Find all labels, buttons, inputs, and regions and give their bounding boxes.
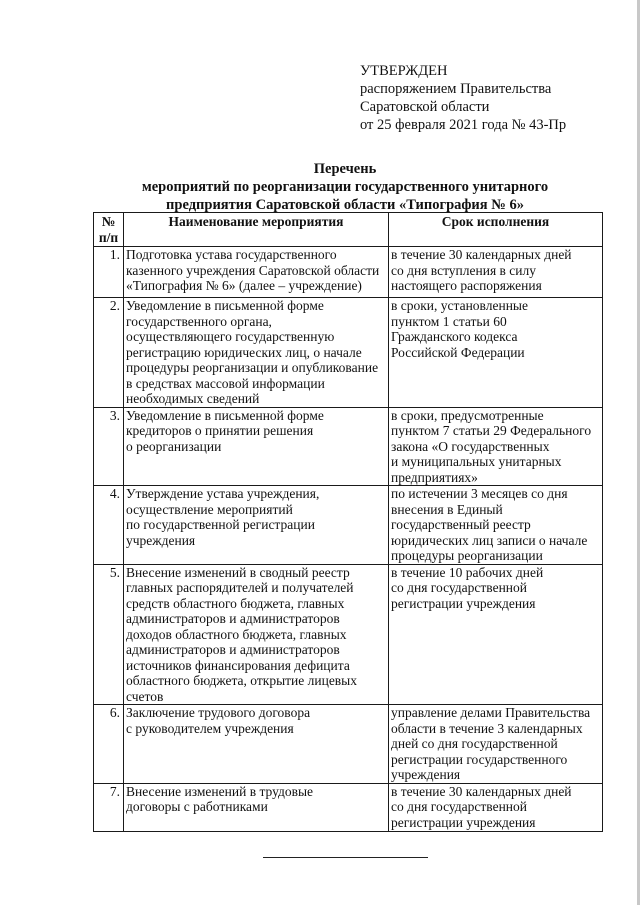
header-name: Наименование мероприятия — [124, 213, 389, 247]
measure-term-line: пунктом 1 статьи 60 — [391, 313, 507, 329]
measure-name-line: регистрацию юридических лиц, о начале — [126, 344, 362, 360]
measure-term-line: юридических лиц записи о начале — [391, 532, 588, 548]
measure-name-line: договоры с работниками — [126, 799, 268, 814]
approval-line: распоряжением Правительства — [360, 81, 552, 97]
measure-name-line: счетов — [126, 688, 164, 704]
measure-name-line: Заключение трудового договора — [126, 705, 311, 720]
measure-name-line: «Типография № 6» (далее – учреждение) — [126, 278, 362, 293]
measure-name-line: необходимых сведений — [126, 391, 260, 406]
measure-term-line: в течение 30 календарных дней — [391, 783, 572, 799]
approval-line: Саратовской области — [360, 99, 490, 115]
measure-name-line: кредиторов о принятии решения — [126, 423, 314, 438]
measure-term-line: регистрации учреждения — [391, 814, 536, 830]
measure-term — [389, 564, 603, 705]
measure-name — [124, 407, 389, 486]
measure-name-line: государственного органа, — [126, 313, 272, 329]
measure-name-line: источников финансирования дефицита — [126, 657, 350, 673]
measure-term-line: предприятиях» — [391, 469, 478, 485]
measure-name-line: казенного учреждения Саратовской области — [126, 262, 380, 278]
measure-term-line: по истечении 3 месяцев со дня — [391, 486, 568, 501]
measure-name-line: администраторов и администраторов — [126, 642, 340, 657]
measure-name-line: Уведомление в письменной форме — [126, 407, 324, 423]
measure-term-line: регистрации учреждения — [391, 595, 536, 611]
table-row — [94, 783, 603, 831]
measure-term-line: закона «О государственных — [391, 438, 550, 454]
measure-term-line: внесения в Единый — [391, 501, 503, 517]
measure-name-line: с руководителем учреждения — [126, 720, 294, 736]
table-row — [94, 298, 603, 408]
measure-term-line: пунктом 7 статьи 29 Федерального — [391, 423, 592, 438]
measure-name — [124, 247, 389, 298]
measure-term-line: со дня государственной — [391, 799, 528, 814]
measure-name-line: Утверждение устава учреждения, — [126, 486, 320, 501]
measure-name — [124, 486, 389, 565]
measure-name-line: процедуры реорганизации и опубликование — [126, 360, 379, 375]
row-number: 4. — [94, 486, 124, 565]
measure-term — [389, 783, 603, 831]
table-row — [94, 486, 603, 565]
measure-name-line: средств областного бюджета, главных — [126, 595, 345, 611]
measure-name — [124, 298, 389, 408]
measure-term-line: в сроки, установленные — [391, 298, 528, 313]
approval-date-number: от 25 февраля 2021 года № 43-Пр — [360, 117, 567, 133]
row-number: 5. — [94, 564, 124, 705]
measure-term-line: со дня государственной — [391, 580, 528, 595]
header-term: Срок исполнения — [389, 213, 603, 247]
measure-name-line: осуществление мероприятий — [126, 501, 293, 517]
measure-name — [124, 783, 389, 831]
row-number: 3. — [94, 407, 124, 486]
measure-term — [389, 486, 603, 565]
measure-term — [389, 298, 603, 408]
measure-term — [389, 705, 603, 784]
measure-name-line: по государственной регистрации — [126, 517, 315, 532]
measures-table — [93, 212, 603, 832]
table-header-row — [94, 213, 603, 247]
table-row — [94, 407, 603, 486]
measure-term-line: процедуры реорганизации — [391, 548, 543, 563]
title-line: Перечень — [313, 161, 377, 177]
measure-name — [124, 705, 389, 784]
measure-name-line: Уведомление в письменной форме — [126, 298, 324, 313]
measure-term-line: управление делами Правительства — [391, 705, 591, 720]
header-num — [94, 213, 124, 247]
approval-stamp — [360, 62, 566, 134]
measure-term-line: в течение 30 календарных дней — [391, 247, 572, 262]
footer-rule — [263, 857, 428, 858]
measure-name-line: осуществляющего государственную — [126, 329, 335, 344]
measure-term-line: в течение 10 рабочих дней — [391, 564, 544, 580]
table-row — [94, 705, 603, 784]
measure-term-line: Российской Федерации — [391, 344, 525, 360]
measure-term-line: Гражданского кодекса — [391, 329, 518, 344]
measure-name — [124, 564, 389, 705]
row-number: 7. — [94, 783, 124, 831]
measure-term-line: со дня вступления в силу — [391, 262, 536, 278]
measure-name-line: Внесение изменений в трудовые — [126, 783, 314, 799]
measure-term-line: в сроки, предусмотренные — [391, 407, 544, 423]
header-num-line: п/п — [98, 229, 119, 245]
measure-name-line: Внесение изменений в сводный реестр — [126, 564, 350, 580]
measure-name-line: в средствах массовой информации — [126, 375, 325, 391]
measure-term-line: учреждения — [391, 767, 461, 782]
row-number: 2. — [94, 298, 124, 408]
measure-term-line: области в течение 3 календарных — [391, 720, 583, 736]
measure-term-line: регистрации государственного — [391, 751, 568, 767]
title-line: мероприятий по реорганизации государственного унитарного — [141, 179, 549, 195]
measure-term-line: настоящего распоряжения — [391, 278, 542, 293]
measure-name-line: главных распорядителей и получателей — [126, 580, 354, 595]
measure-name-line: учреждения — [126, 532, 196, 548]
table-body — [94, 247, 603, 832]
measure-name-line: Подготовка устава государственного — [126, 247, 337, 262]
measure-name-line: доходов областного бюджета, главных — [126, 626, 347, 642]
measure-term — [389, 247, 603, 298]
table-row — [94, 247, 603, 298]
header-num-line: № — [101, 214, 116, 229]
measure-term-line: дней со дня государственной — [391, 736, 558, 751]
measure-name-line: областного бюджета, открытие лицевых — [126, 673, 358, 688]
row-number: 1. — [94, 247, 124, 298]
row-number: 6. — [94, 705, 124, 784]
measure-name-line: о реорганизации — [126, 438, 222, 454]
measure-term — [389, 407, 603, 486]
measure-term-line: и муниципальных унитарных — [391, 454, 562, 469]
measure-term-line: государственный реестр — [391, 517, 531, 532]
approval-heading: УТВЕРЖДЕН — [360, 63, 448, 79]
measure-name-line: администраторов и администраторов — [126, 611, 340, 626]
document-title — [100, 160, 590, 214]
title-line: предприятия Саратовской области «Типография № 6» — [166, 197, 524, 213]
table-row — [94, 564, 603, 705]
